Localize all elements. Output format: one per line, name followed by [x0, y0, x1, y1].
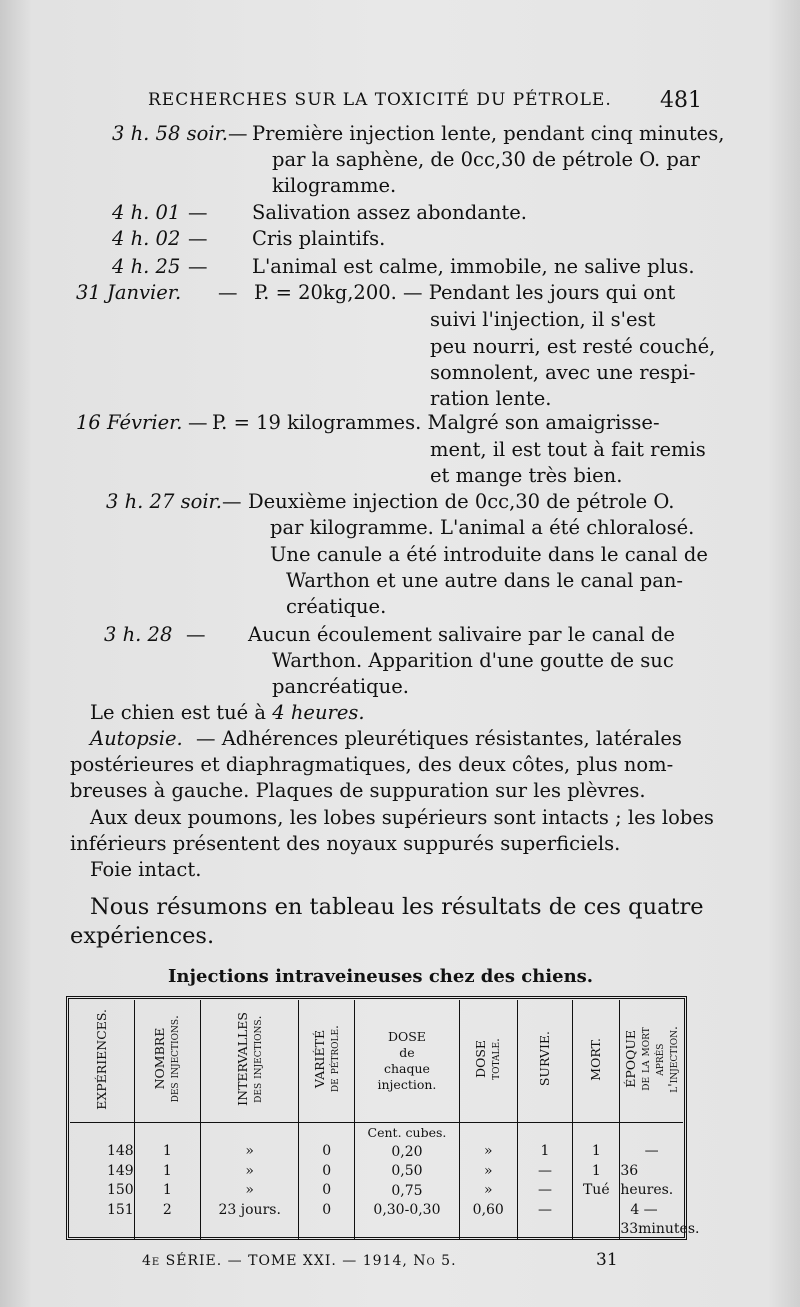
entry-line: Une canule a été introduite dans le canal de — [270, 543, 708, 566]
footer-series: 4e SÉRIE. — TOME XXI. — 1914, No 5. — [142, 1253, 457, 1269]
entry-line: Warthon. Apparition d'une goutte de suc — [272, 649, 674, 672]
col-dose: DOSE de chaque injection. — [355, 1000, 460, 1123]
entry-dash: — — [188, 411, 208, 434]
col-dose-totale: DOSE totale. — [459, 1000, 517, 1123]
entry-line: ration lente. — [430, 387, 552, 410]
unit-label: Cent. cubes. — [367, 1125, 447, 1140]
autopsy-line: breuses à gauche. Plaques de suppuration sur les plèvres. — [70, 779, 646, 802]
entry-line: par kilogramme. L'animal a été chloralosé. — [270, 516, 695, 539]
page-number: 481 — [660, 88, 702, 113]
entry-line: créatique. — [286, 595, 387, 618]
autopsy-line: postérieures et diaphragmatiques, des deux côtes, plus nom- — [70, 753, 674, 776]
col-experiences: EXPÉRIENCES. — [70, 1000, 134, 1123]
entry-dash: — — [188, 255, 208, 278]
entry-line: ment, il est tout à fait remis — [430, 438, 706, 461]
entry-line: Warthon et une autre dans le canal pan- — [286, 569, 683, 592]
entry-line: L'animal est calme, immobile, ne salive plus. — [252, 255, 695, 278]
summary-line: Nous résumons en tableau les résultats de ces quatre — [90, 894, 704, 920]
entry-line: Salivation assez abondante. — [252, 201, 527, 224]
entry-dash: — — [222, 490, 242, 513]
table-header-row — [70, 1000, 683, 1123]
lungs-line: inférieurs présentent des noyaux suppurés superficiels. — [70, 832, 621, 855]
entry-line: suivi l'injection, il s'est — [430, 308, 656, 331]
col-survie: SURVIE. — [517, 1000, 573, 1123]
col-mort: MORT. — [573, 1000, 620, 1123]
liver-line: Foie intact. — [90, 858, 202, 881]
entry-line: P. = 20kg,200. — Pendant les jours qui ont — [254, 281, 676, 304]
lungs-line: Aux deux poumons, les lobes supérieurs sont intacts ; les lobes — [90, 806, 714, 829]
entry-line: P. = 19 kilogrammes. Malgré son amaigrisse- — [212, 411, 660, 434]
entry-dash: — — [218, 281, 238, 304]
entry-line: kilogramme. — [272, 174, 397, 197]
signature-number: 31 — [596, 1250, 618, 1270]
entry-dash: — — [188, 201, 208, 224]
col-variete: VARIÉTÉ de pétrole. — [299, 1000, 355, 1123]
entry-time: 4 h. 02 — [112, 227, 181, 250]
entry-line: somnolent, avec une respi- — [430, 361, 696, 384]
entry-line: Première injection lente, pendant cinq minutes, — [252, 122, 725, 145]
entry-line: et mange très bien. — [430, 464, 623, 487]
entry-time: 3 h. 28 — [104, 623, 173, 646]
col-intervalles: INTERVALLES des injections. — [201, 1000, 299, 1123]
results-table — [70, 1000, 700, 1240]
col-epoque: ÉPOQUE de la mort après l'injection. — [620, 1000, 683, 1123]
entry-line: Aucun écoulement salivaire par le canal de — [248, 623, 675, 646]
col-nombre: NOMBRE des injections. — [134, 1000, 200, 1123]
entry-line: peu nourri, est resté couché, — [430, 335, 716, 358]
entry-dash: — — [188, 227, 208, 250]
entry-line: Deuxième injection de 0cc,30 de pétrole O. — [248, 490, 675, 513]
kill-sentence: Le chien est tué à 4 heures. — [90, 701, 365, 724]
entry-time: 4 h. 25 — [112, 255, 181, 278]
entry-line: pancréatique. — [272, 675, 409, 698]
autopsy-label: Autopsie. — [90, 727, 183, 750]
entry-line: Cris plaintifs. — [252, 227, 386, 250]
summary-line: expériences. — [70, 923, 215, 949]
entry-dash: — — [186, 623, 206, 646]
autopsy-line: — Adhérences pleurétiques résistantes, latérales — [196, 727, 682, 750]
entry-date: 31 Janvier. — [76, 281, 182, 304]
table-body-row: 148 149 150 151 1 1 1 2 » » » 23 jours. 0 0 0 0 Cent. cubes. 0,20 0,50 0,75 0,30-0,30 » » » 0,60 1 — — — 1 1 Tué — 36 heures. 4 — 33minutes. — [70, 1123, 683, 1240]
entry-dash: — — [228, 122, 248, 145]
entry-line: par la saphène, de 0cc,30 de pétrole O. par — [272, 148, 700, 171]
entry-time: 3 h. 58 soir. — [112, 122, 228, 145]
entry-time: 3 h. 27 soir. — [106, 490, 222, 513]
table-title: Injections intraveineuses chez des chiens. — [168, 966, 594, 987]
entry-date: 16 Février. — [76, 411, 183, 434]
entry-time: 4 h. 01 — [112, 201, 181, 224]
running-title: RECHERCHES SUR LA TOXICITÉ DU PÉTROLE. — [148, 90, 612, 110]
